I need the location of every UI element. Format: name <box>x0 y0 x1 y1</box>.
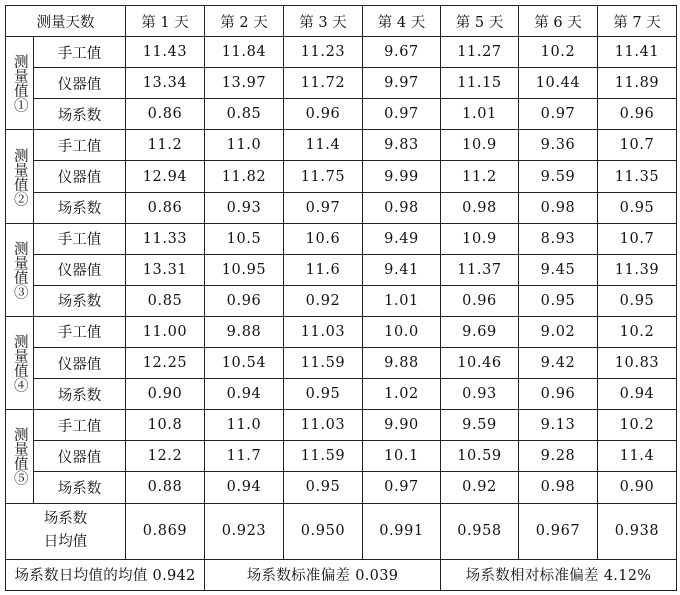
summary-row <box>6 559 677 590</box>
value-cell: 9.42 <box>519 348 598 379</box>
value-cell: 0.85 <box>126 285 205 316</box>
value-cell: 0.97 <box>363 99 441 130</box>
value-cell: 10.59 <box>441 441 519 472</box>
group-label: 测量值③ <box>6 223 34 316</box>
value-cell: 0.95 <box>598 285 677 316</box>
value-cell: 9.41 <box>363 254 441 285</box>
day-header: 第 6 天 <box>519 6 598 37</box>
value-cell: 11.72 <box>284 68 363 99</box>
value-cell: 10.83 <box>598 348 677 379</box>
value-cell: 10.2 <box>598 316 677 347</box>
value-cell: 9.02 <box>519 316 598 347</box>
daily-mean-value: 0.991 <box>363 503 441 559</box>
day-header: 第 2 天 <box>205 6 284 37</box>
table-row <box>6 130 677 161</box>
value-cell: 0.95 <box>598 192 677 223</box>
value-cell: 10.54 <box>205 348 284 379</box>
table-row <box>6 472 677 503</box>
value-cell: 9.97 <box>363 68 441 99</box>
value-cell: 11.6 <box>284 254 363 285</box>
row-label: 场系数 <box>34 192 126 223</box>
table-row <box>6 254 677 285</box>
value-cell: 0.95 <box>519 285 598 316</box>
value-cell: 11.41 <box>598 37 677 68</box>
value-cell: 11.4 <box>598 441 677 472</box>
value-cell: 11.33 <box>126 223 205 254</box>
daily-mean-row <box>6 503 677 559</box>
value-cell: 0.93 <box>441 379 519 410</box>
table-row <box>6 99 677 130</box>
value-cell: 0.96 <box>519 379 598 410</box>
value-cell: 11.39 <box>598 254 677 285</box>
table-row <box>6 348 677 379</box>
value-cell: 11.37 <box>441 254 519 285</box>
group-label: 测量值② <box>6 130 34 223</box>
value-cell: 0.98 <box>519 192 598 223</box>
value-cell: 11.82 <box>205 161 284 192</box>
value-cell: 0.97 <box>284 192 363 223</box>
value-cell: 11.03 <box>284 410 363 441</box>
value-cell: 0.93 <box>205 192 284 223</box>
day-header: 第 1 天 <box>126 6 205 37</box>
value-cell: 9.36 <box>519 130 598 161</box>
row-label: 场系数 <box>34 285 126 316</box>
day-header: 第 3 天 <box>284 6 363 37</box>
row-label: 手工值 <box>34 410 126 441</box>
value-cell: 0.94 <box>205 379 284 410</box>
value-cell: 9.69 <box>441 316 519 347</box>
table-row <box>6 192 677 223</box>
value-cell: 9.88 <box>363 348 441 379</box>
table-row <box>6 68 677 99</box>
value-cell: 0.97 <box>519 99 598 130</box>
row-label: 场系数 <box>34 472 126 503</box>
summary-std: 场系数标准偏差 0.039 <box>205 559 441 590</box>
value-cell: 0.86 <box>126 192 205 223</box>
row-label: 仪器值 <box>34 348 126 379</box>
daily-mean-value: 0.938 <box>598 503 677 559</box>
daily-mean-value: 0.950 <box>284 503 363 559</box>
value-cell: 11.89 <box>598 68 677 99</box>
value-cell: 10.6 <box>284 223 363 254</box>
daily-mean-value: 0.869 <box>126 503 205 559</box>
daily-mean-label <box>6 503 126 559</box>
daily-mean-label-line1: 场系数 <box>43 510 88 527</box>
value-cell: 1.01 <box>363 285 441 316</box>
summary-rsd: 场系数相对标准偏差 4.12% <box>441 559 677 590</box>
table-body <box>6 6 677 591</box>
value-cell: 10.0 <box>363 316 441 347</box>
row-label: 手工值 <box>34 130 126 161</box>
row-label: 手工值 <box>34 37 126 68</box>
value-cell: 12.94 <box>126 161 205 192</box>
daily-mean-value: 0.923 <box>205 503 284 559</box>
value-cell: 9.83 <box>363 130 441 161</box>
value-cell: 9.99 <box>363 161 441 192</box>
value-cell: 9.49 <box>363 223 441 254</box>
table-row <box>6 379 677 410</box>
value-cell: 10.2 <box>598 410 677 441</box>
table-row <box>6 285 677 316</box>
value-cell: 11.0 <box>205 130 284 161</box>
value-cell: 9.13 <box>519 410 598 441</box>
value-cell: 1.01 <box>441 99 519 130</box>
table-row <box>6 161 677 192</box>
value-cell: 10.2 <box>519 37 598 68</box>
value-cell: 10.1 <box>363 441 441 472</box>
value-cell: 10.8 <box>126 410 205 441</box>
value-cell: 11.2 <box>126 130 205 161</box>
value-cell: 11.7 <box>205 441 284 472</box>
day-header: 第 7 天 <box>598 6 677 37</box>
value-cell: 11.2 <box>441 161 519 192</box>
summary-mean: 场系数日均值的均值 0.942 <box>6 559 205 590</box>
corner-header: 测量天数 <box>6 6 126 37</box>
value-cell: 11.59 <box>284 348 363 379</box>
daily-mean-value: 0.958 <box>441 503 519 559</box>
value-cell: 0.98 <box>441 192 519 223</box>
value-cell: 11.27 <box>441 37 519 68</box>
value-cell: 12.25 <box>126 348 205 379</box>
value-cell: 10.46 <box>441 348 519 379</box>
value-cell: 9.90 <box>363 410 441 441</box>
row-label: 仪器值 <box>34 441 126 472</box>
value-cell: 0.90 <box>598 472 677 503</box>
data-table <box>5 5 677 591</box>
value-cell: 9.45 <box>519 254 598 285</box>
value-cell: 0.88 <box>126 472 205 503</box>
value-cell: 11.03 <box>284 316 363 347</box>
value-cell: 10.7 <box>598 223 677 254</box>
daily-mean-value: 0.967 <box>519 503 598 559</box>
value-cell: 11.00 <box>126 316 205 347</box>
value-cell: 1.02 <box>363 379 441 410</box>
value-cell: 11.35 <box>598 161 677 192</box>
value-cell: 0.96 <box>205 285 284 316</box>
value-cell: 9.88 <box>205 316 284 347</box>
value-cell: 12.2 <box>126 441 205 472</box>
value-cell: 9.59 <box>441 410 519 441</box>
row-label: 仪器值 <box>34 161 126 192</box>
value-cell: 10.7 <box>598 130 677 161</box>
value-cell: 11.0 <box>205 410 284 441</box>
table-row <box>6 37 677 68</box>
row-label: 仪器值 <box>34 68 126 99</box>
value-cell: 11.43 <box>126 37 205 68</box>
value-cell: 0.98 <box>363 192 441 223</box>
value-cell: 11.59 <box>284 441 363 472</box>
value-cell: 0.98 <box>519 472 598 503</box>
value-cell: 13.34 <box>126 68 205 99</box>
value-cell: 13.31 <box>126 254 205 285</box>
value-cell: 11.75 <box>284 161 363 192</box>
value-cell: 10.95 <box>205 254 284 285</box>
group-label: 测量值⑤ <box>6 410 34 503</box>
group-label: 测量值① <box>6 37 34 130</box>
row-label: 手工值 <box>34 316 126 347</box>
header-row <box>6 6 677 37</box>
table-row <box>6 316 677 347</box>
day-header: 第 5 天 <box>441 6 519 37</box>
value-cell: 0.86 <box>126 99 205 130</box>
value-cell: 13.97 <box>205 68 284 99</box>
daily-mean-label-line2: 日均值 <box>43 534 88 551</box>
row-label: 场系数 <box>34 379 126 410</box>
value-cell: 11.4 <box>284 130 363 161</box>
table-row <box>6 223 677 254</box>
value-cell: 0.96 <box>441 285 519 316</box>
value-cell: 0.85 <box>205 99 284 130</box>
value-cell: 10.5 <box>205 223 284 254</box>
value-cell: 10.44 <box>519 68 598 99</box>
table-row <box>6 441 677 472</box>
value-cell: 9.67 <box>363 37 441 68</box>
value-cell: 0.97 <box>363 472 441 503</box>
group-label: 测量值④ <box>6 316 34 409</box>
value-cell: 0.94 <box>205 472 284 503</box>
value-cell: 10.9 <box>441 223 519 254</box>
value-cell: 0.95 <box>284 472 363 503</box>
row-label: 手工值 <box>34 223 126 254</box>
value-cell: 0.96 <box>598 99 677 130</box>
value-cell: 11.15 <box>441 68 519 99</box>
day-header: 第 4 天 <box>363 6 441 37</box>
value-cell: 11.23 <box>284 37 363 68</box>
value-cell: 0.95 <box>284 379 363 410</box>
value-cell: 9.59 <box>519 161 598 192</box>
row-label: 场系数 <box>34 99 126 130</box>
value-cell: 0.96 <box>284 99 363 130</box>
value-cell: 0.94 <box>598 379 677 410</box>
row-label: 仪器值 <box>34 254 126 285</box>
value-cell: 10.9 <box>441 130 519 161</box>
value-cell: 8.93 <box>519 223 598 254</box>
value-cell: 0.92 <box>441 472 519 503</box>
value-cell: 0.90 <box>126 379 205 410</box>
value-cell: 0.92 <box>284 285 363 316</box>
value-cell: 11.84 <box>205 37 284 68</box>
value-cell: 9.28 <box>519 441 598 472</box>
table-row <box>6 410 677 441</box>
